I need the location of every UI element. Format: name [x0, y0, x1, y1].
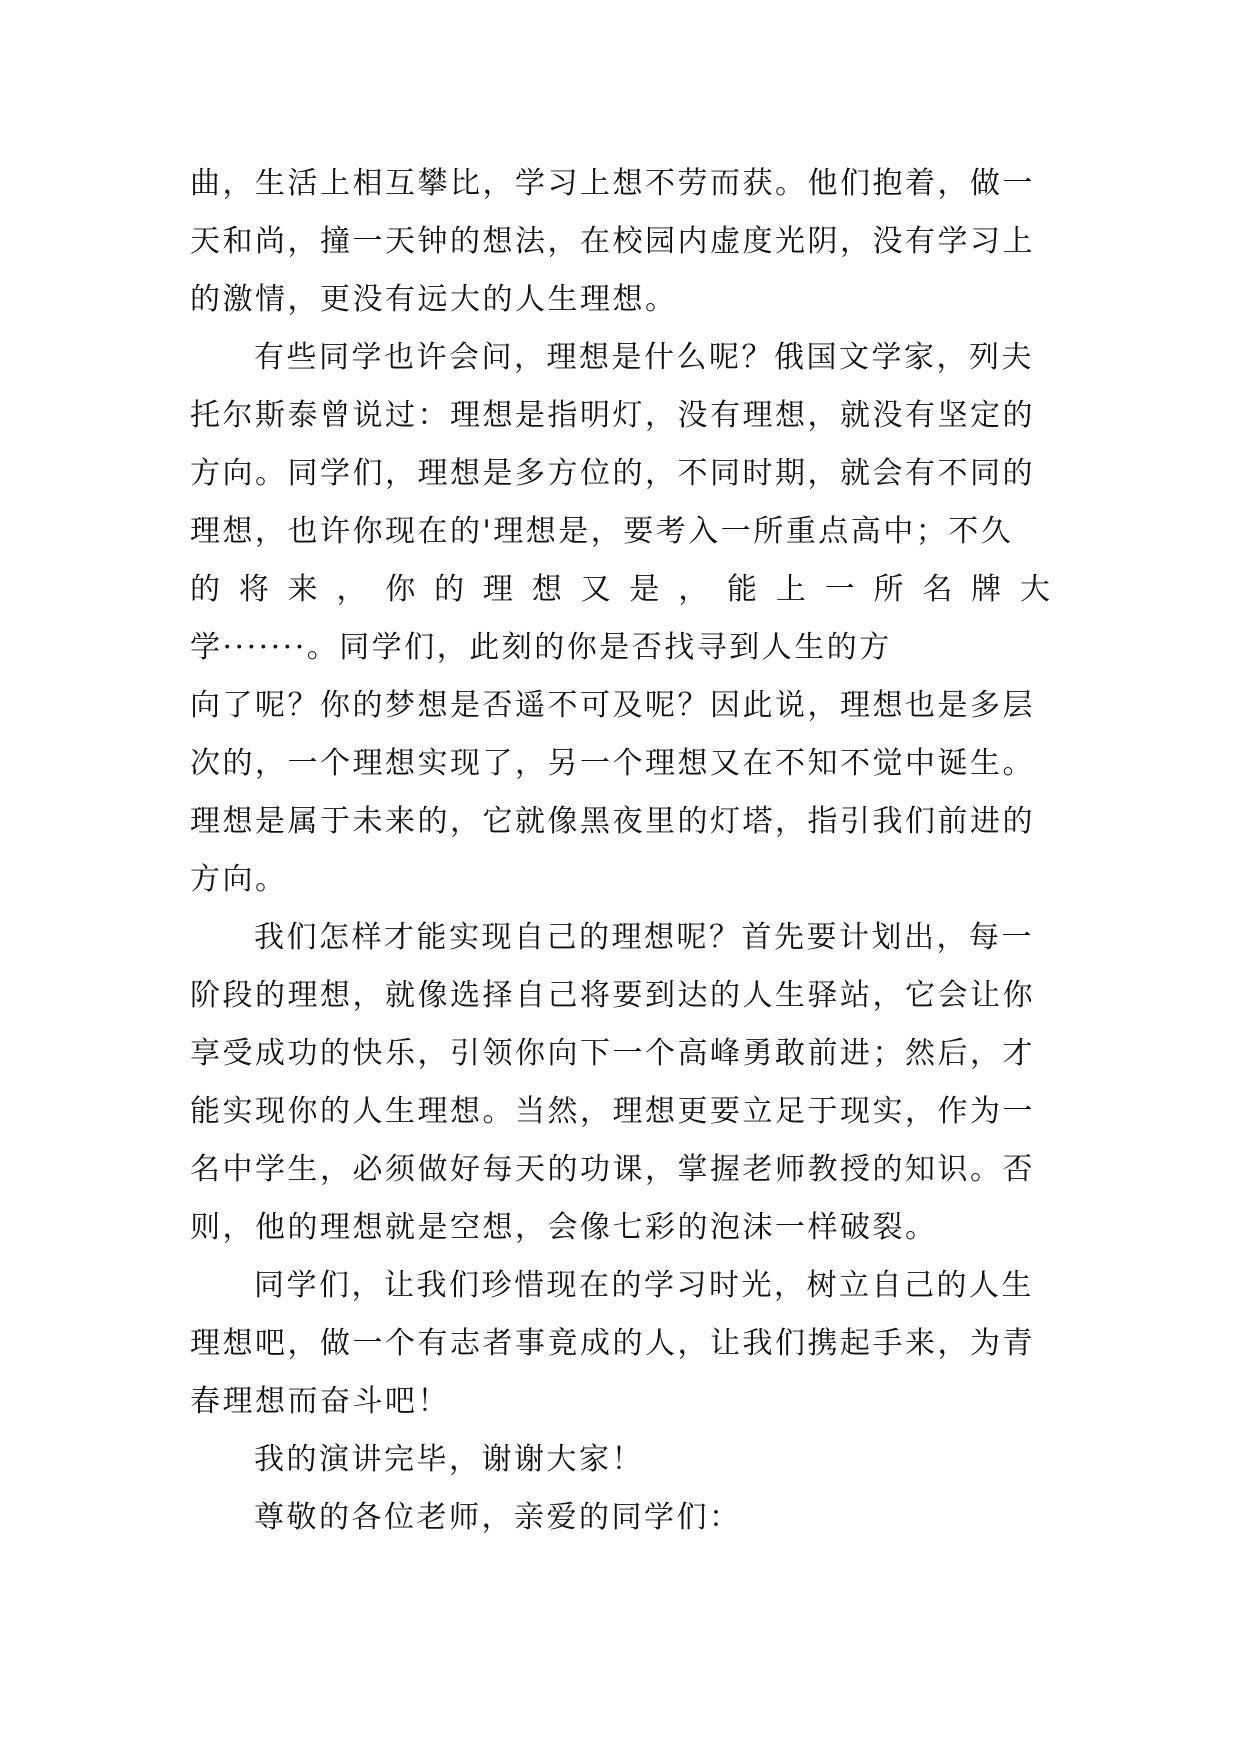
paragraph-start-line: 同学们，让我们珍惜现在的学习时光，树立自己的人生 — [254, 1268, 1034, 1303]
text-line: 学·······。同学们，此刻的你是否找寻到人生的方 — [190, 630, 892, 665]
text-line: 天和尚，撞一天钟的想法，在校园内虚度光阴，没有学习上 — [190, 224, 1035, 259]
text-line: 托尔斯泰曾说过：理想是指明灯，没有理想，就没有坚定的 — [190, 398, 1035, 433]
text-line: 的 将 来 ， 你 的 理 想 又 是 ， 能 上 一 所 名 牌 大 — [190, 572, 1050, 607]
text-line: 方向。同学们，理想是多方位的，不同时期，就会有不同的 — [190, 456, 1035, 491]
paragraph-start-line: 我的演讲完毕，谢谢大家！ — [254, 1442, 644, 1477]
text-line: 理想吧，做一个有志者事竟成的人，让我们携起手来，为青 — [190, 1326, 1035, 1361]
text-line: 享受成功的快乐，引领你向下一个高峰勇敢前进；然后，才 — [190, 1036, 1035, 1071]
text-line: 名中学生，必须做好每天的功课，掌握老师教授的知识。否 — [190, 1152, 1035, 1187]
text-line: 的激情，更没有远大的人生理想。 — [190, 282, 678, 317]
paragraph-start-line: 有些同学也许会问，理想是什么呢？俄国文学家，列夫 — [254, 340, 1034, 375]
text-line: 向了呢？你的梦想是否遥不可及呢？因此说，理想也是多层 — [190, 688, 1035, 723]
document-body — [190, 155, 1050, 1547]
text-line: 次的，一个理想实现了，另一个理想又在不知不觉中诞生。 — [190, 746, 1035, 781]
text-line: 则，他的理想就是空想，会像七彩的泡沫一样破裂。 — [190, 1210, 938, 1245]
text-line: 曲，生活上相互攀比，学习上想不劳而获。他们抱着，做一 — [190, 166, 1035, 201]
paragraph-start-line: 尊敬的各位老师，亲爱的同学们： — [254, 1500, 742, 1535]
text-line: 春理想而奋斗吧！ — [190, 1384, 450, 1419]
text-line: 理想，也许你现在的'理想是，要考入一所重点高中；不久 — [190, 514, 1014, 549]
text-line: 理想是属于未来的，它就像黑夜里的灯塔，指引我们前进的 — [190, 804, 1035, 839]
text-line: 方向。 — [190, 862, 288, 897]
text-line: 能实现你的人生理想。当然，理想更要立足于现实，作为一 — [190, 1094, 1035, 1129]
text-line: 阶段的理想，就像选择自己将要到达的人生驿站，它会让你 — [190, 978, 1035, 1013]
paragraph-start-line: 我们怎样才能实现自己的理想呢？首先要计划出，每一 — [254, 920, 1034, 955]
